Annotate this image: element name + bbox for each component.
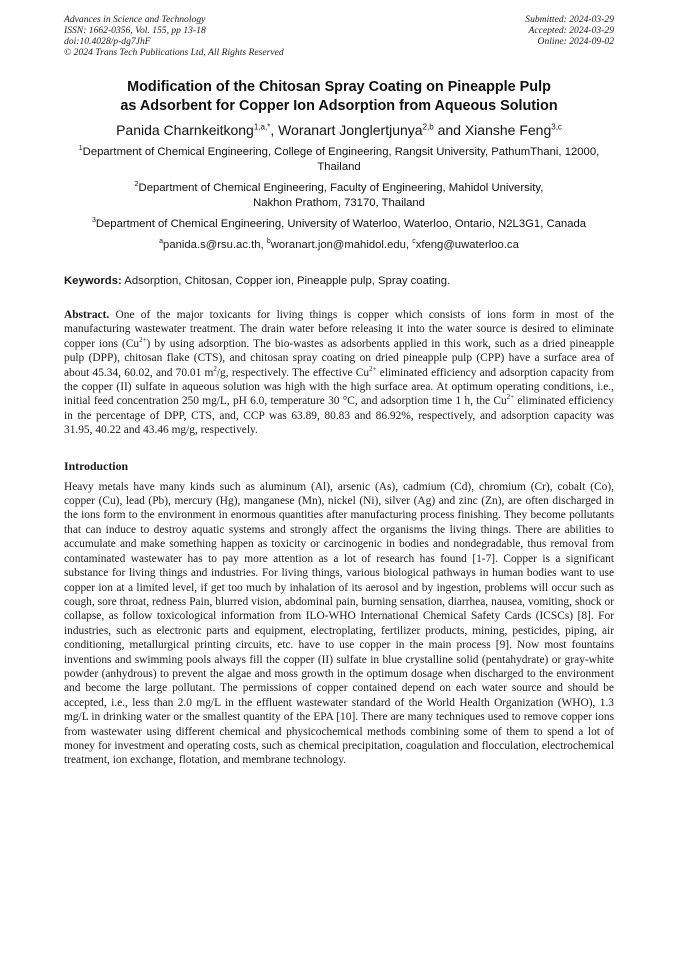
abstract-text: ) by using adsorption. The bio-wastes as adsorbents applied in this work, such as a dried pineapple pulp (DPP), chitosan flake (CTS), and chitosan spray coating on dried pineapple pulp (CPP) have a surface area of about 45.34, 60.02, and 70.01 m	[64, 337, 614, 379]
author-separator: and	[433, 122, 465, 138]
author-name: Panida Charnkeitkong	[116, 122, 254, 138]
author-list	[64, 121, 614, 139]
paper-title-line-2: as Adsorbent for Copper Ion Adsorption from Aqueous Solution	[120, 98, 558, 114]
keywords	[64, 274, 614, 288]
affiliation-text: Department of Chemical Engineering, University of Waterloo, Waterloo, Ontario, N2L3G1, Canada	[95, 218, 587, 230]
affiliation-text: Department of Chemical Engineering, College of Engineering, Rangsit University, PathumThani, 12000, Thailand	[82, 146, 600, 173]
email-link[interactable]: woranart.jon@mahidol.edu	[270, 239, 406, 251]
abstract-text: eliminated efficiency in the percentage of DPP, CTS, and, CCP was 63.89, 80.83 and 86.92%, respectively, and adsorption capacity was 31.95, 40.22 and 43.46 mg/g, respectively.	[64, 395, 614, 437]
paper-title	[64, 78, 614, 116]
introduction-paragraph: Heavy metals have many kinds such as aluminum (Al), arsenic (As), cadmium (Cd), chromium (Cr), cobalt (Co), copper (Cu), lead (Pb), mercury (Hg), manganese (Mn), nickel (Ni), silver (Ag) and zinc (Zn), are often discharged in the ions form to the environment in enormous quantities after manufacturing process finishing. They become pollutants that can induce to destroy aquatic systems and strongly affect the organisms the living things. There are abilities to accumulate and make something happen as toxicity or carcinogenic in bodies and nondegradable, thus removal from contaminated wastewater has to pay more attention as a lot of research has found [1-7]. Copper is a significant substance for living things and industries. For living things, various biological pathways in human bodies want to use copper ion at a limited level, if get too much by inhalation of its aerosol and by ingestion, problems will occur such as cough, sore throat, redness Pain, blurred vision, abdominal pain, burning sensation, diarrhea, nausea, vomiting, shock or collapse, as follow toxicological information from ILO-WHO International Chemical Safety Cards (ICSCs) [8]. For industries, such as electronic parts and equipment, electroplating, fertilizer products, mining, pesticides, piping, air conditioning, metallurgical printing circuits, etc. have to use copper in the main process [9]. Now most fountains inventions and swimming pools always fill the copper (II) sulfate in blue crystalline solid (pentahydrate) or gray-white powder (anhydrous) to prevent the algae and moss growth in the optimum dosage when discharged to the environment and become the large pollutant. The permissions of copper contained depend on each water source and should be accepted, i.e., less than 2.0 mg/L in the effluent wastewater standard of the World Health Organization (WHO), 1.3 mg/L in drinking water or the smallest quantity of the EPA [10]. There are many techniques used to remove copper ions from wastewater using different chemical and physicochemical methods combining some of them to spend a lot of money for investment and operating costs, such as chemical precipitation, coagulation and flocculation, electrochemical treatment, ion exchange, flotation, and membrane technology.	[64, 480, 614, 767]
journal-info	[64, 14, 284, 58]
publication-dates	[525, 14, 614, 58]
author-affiliation-mark: 2,b	[422, 122, 434, 132]
email-separator: ,	[405, 239, 413, 251]
email-link[interactable]: panida.s@rsu.ac.th	[163, 239, 261, 251]
email-mark: c	[412, 238, 416, 246]
superscript: 2+	[369, 364, 377, 373]
journal-doi[interactable]: doi:10.4028/p-dg7JhF	[64, 36, 151, 47]
affiliation-1	[64, 145, 614, 175]
introduction-heading: Introduction	[64, 458, 129, 473]
journal-copyright: © 2024 Trans Tech Publications Ltd, All Rights Reserved	[64, 47, 284, 58]
email-link[interactable]: xfeng@uwaterloo.ca	[415, 239, 519, 251]
affiliation-2	[64, 181, 614, 211]
journal-header	[64, 14, 614, 58]
date-submitted: Submitted: 2024-03-29	[525, 14, 614, 25]
abstract-text: One of the major toxicants for living things is copper which consists of ions form in most of the manufacturing wastewater treatment. The drain water before releasing it into the water source is desired to eliminate copper ions (Cu	[64, 309, 614, 350]
author-name: Xianshe Feng	[464, 122, 552, 138]
author-emails	[64, 238, 614, 252]
email-separator: ,	[260, 239, 267, 251]
journal-name: Advances in Science and Technology	[64, 14, 206, 25]
email-mark: a	[159, 238, 164, 246]
author-name: Woranart Jonglertjunya	[278, 122, 423, 138]
journal-issn: ISSN: 1662-0356, Vol. 155, pp 13-18	[64, 25, 206, 36]
author-affiliation-mark: 1,a,*	[253, 122, 271, 132]
abstract-text: /g, respectively. The effective Cu	[216, 366, 370, 379]
affiliation-mark: 3	[91, 217, 96, 225]
affiliation-mark: 2	[134, 181, 139, 189]
keywords-text: Adsorption, Chitosan, Copper ion, Pineapple pulp, Spray coating.	[124, 275, 451, 287]
paper-title-line-1: Modification of the Chitosan Spray Coating on Pineapple Pulp	[127, 79, 551, 95]
abstract-text: eliminated efficiency and adsorption capacity from the copper (II) sulfate in aqueous solution was high with the high surface area. At optimum operating conditions, i.e., initial feed concentration 250 mg/L, pH 6.0, temperature 30 °C, and adsorption time 1 h, the Cu	[64, 366, 614, 408]
abstract	[64, 308, 614, 438]
superscript: 2	[213, 364, 217, 373]
date-online: Online: 2024-09-02	[537, 36, 614, 47]
abstract-label: Abstract.	[64, 309, 110, 321]
keywords-label: Keywords:	[64, 275, 122, 287]
author-separator: ,	[270, 122, 279, 138]
superscript: 2+	[506, 393, 515, 402]
affiliation-3	[64, 217, 614, 232]
date-accepted: Accepted: 2024-03-29	[528, 25, 614, 36]
superscript: 2+	[139, 336, 147, 345]
affiliation-text: Department of Chemical Engineering, Faculty of Engineering, Mahidol University, Nakhon Prathom, 73170, Thailand	[138, 182, 544, 209]
affiliation-mark: 1	[78, 145, 83, 153]
author-affiliation-mark: 3,c	[551, 122, 562, 132]
email-mark: b	[266, 238, 271, 246]
